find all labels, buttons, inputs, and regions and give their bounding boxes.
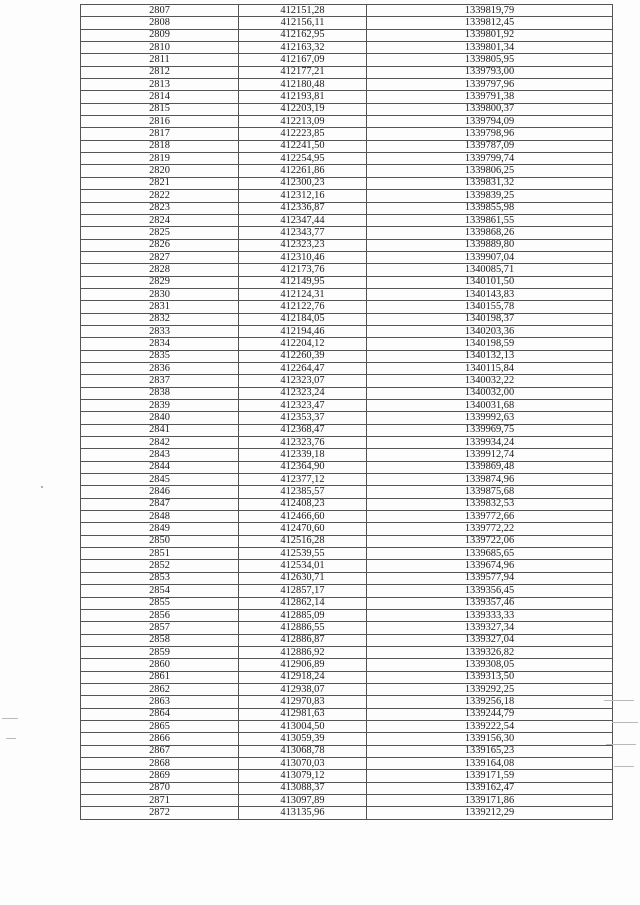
- point-number-cell: 2842: [81, 437, 239, 449]
- y-coordinate-cell: 1339156,30: [367, 733, 613, 745]
- x-coordinate-cell: 412970,83: [239, 696, 367, 708]
- table-row: [81, 350, 613, 362]
- y-coordinate-cell: 1339171,59: [367, 770, 613, 782]
- point-number-cell: 2857: [81, 622, 239, 634]
- point-number-cell: 2840: [81, 412, 239, 424]
- y-coordinate-cell: 1339327,34: [367, 622, 613, 634]
- y-coordinate-cell: 1339685,65: [367, 548, 613, 560]
- point-number-cell: 2832: [81, 313, 239, 325]
- point-number-cell: 2870: [81, 782, 239, 794]
- x-coordinate-cell: 412886,87: [239, 634, 367, 646]
- x-coordinate-cell: 412466,60: [239, 511, 367, 523]
- y-coordinate-cell: 1340031,68: [367, 400, 613, 412]
- x-coordinate-cell: 412264,47: [239, 362, 367, 374]
- table-row: [81, 733, 613, 745]
- x-coordinate-cell: 412470,60: [239, 523, 367, 535]
- y-coordinate-cell: 1339171,86: [367, 795, 613, 807]
- table-row: [81, 153, 613, 165]
- y-coordinate-cell: 1339162,47: [367, 782, 613, 794]
- point-number-cell: 2825: [81, 227, 239, 239]
- y-coordinate-cell: 1339801,34: [367, 42, 613, 54]
- y-coordinate-cell: 1339801,92: [367, 29, 613, 41]
- y-coordinate-cell: 1340032,22: [367, 375, 613, 387]
- x-coordinate-cell: 412163,32: [239, 42, 367, 54]
- y-coordinate-cell: 1339907,04: [367, 251, 613, 263]
- point-number-cell: 2830: [81, 288, 239, 300]
- table-row: [81, 17, 613, 29]
- point-number-cell: 2866: [81, 733, 239, 745]
- y-coordinate-cell: 1339992,63: [367, 412, 613, 424]
- x-coordinate-cell: 413068,78: [239, 745, 367, 757]
- point-number-cell: 2823: [81, 202, 239, 214]
- point-number-cell: 2828: [81, 264, 239, 276]
- coordinates-table: [80, 4, 613, 820]
- x-coordinate-cell: 412254,95: [239, 153, 367, 165]
- y-coordinate-cell: 1339327,04: [367, 634, 613, 646]
- table-row: [81, 190, 613, 202]
- x-coordinate-cell: 412167,09: [239, 54, 367, 66]
- x-coordinate-cell: 412377,12: [239, 474, 367, 486]
- x-coordinate-cell: 412213,09: [239, 116, 367, 128]
- y-coordinate-cell: 1339164,08: [367, 757, 613, 769]
- table-row: [81, 511, 613, 523]
- y-coordinate-cell: 1339308,05: [367, 659, 613, 671]
- table-row: [81, 795, 613, 807]
- table-row: [81, 165, 613, 177]
- point-number-cell: 2814: [81, 91, 239, 103]
- y-coordinate-cell: 1339674,96: [367, 560, 613, 572]
- x-coordinate-cell: 412862,14: [239, 597, 367, 609]
- x-coordinate-cell: 412539,55: [239, 548, 367, 560]
- point-number-cell: 2838: [81, 387, 239, 399]
- y-coordinate-cell: 1339772,66: [367, 511, 613, 523]
- point-number-cell: 2813: [81, 79, 239, 91]
- scan-artifact-right: [614, 766, 634, 767]
- y-coordinate-cell: 1339869,48: [367, 461, 613, 473]
- x-coordinate-cell: 412173,76: [239, 264, 367, 276]
- y-coordinate-cell: 1340198,37: [367, 313, 613, 325]
- point-number-cell: 2833: [81, 325, 239, 337]
- point-number-cell: 2850: [81, 535, 239, 547]
- table-row: [81, 720, 613, 732]
- point-number-cell: 2851: [81, 548, 239, 560]
- table-row: [81, 745, 613, 757]
- table-row: [81, 683, 613, 695]
- table-row: [81, 375, 613, 387]
- x-coordinate-cell: 412124,31: [239, 288, 367, 300]
- x-coordinate-cell: 412534,01: [239, 560, 367, 572]
- x-coordinate-cell: 412368,47: [239, 424, 367, 436]
- table-row: [81, 177, 613, 189]
- x-coordinate-cell: 412343,77: [239, 227, 367, 239]
- table-row: [81, 251, 613, 263]
- point-number-cell: 2820: [81, 165, 239, 177]
- x-coordinate-cell: 413079,12: [239, 770, 367, 782]
- y-coordinate-cell: 1339212,29: [367, 807, 613, 819]
- point-number-cell: 2867: [81, 745, 239, 757]
- table-row: [81, 634, 613, 646]
- table-row: [81, 202, 613, 214]
- table-row: [81, 400, 613, 412]
- y-coordinate-cell: 1339356,45: [367, 585, 613, 597]
- y-coordinate-cell: 1340143,83: [367, 288, 613, 300]
- y-coordinate-cell: 1339861,55: [367, 214, 613, 226]
- y-coordinate-cell: 1339313,50: [367, 671, 613, 683]
- y-coordinate-cell: 1339797,96: [367, 79, 613, 91]
- x-coordinate-cell: 413097,89: [239, 795, 367, 807]
- point-number-cell: 2810: [81, 42, 239, 54]
- point-number-cell: 2824: [81, 214, 239, 226]
- x-coordinate-cell: 412886,92: [239, 646, 367, 658]
- y-coordinate-cell: 1340203,36: [367, 325, 613, 337]
- x-coordinate-cell: 412162,95: [239, 29, 367, 41]
- table-row: [81, 535, 613, 547]
- table-row: [81, 42, 613, 54]
- point-number-cell: 2861: [81, 671, 239, 683]
- y-coordinate-cell: 1339855,98: [367, 202, 613, 214]
- point-number-cell: 2869: [81, 770, 239, 782]
- point-number-cell: 2845: [81, 474, 239, 486]
- y-coordinate-cell: 1340155,78: [367, 301, 613, 313]
- x-coordinate-cell: 413135,96: [239, 807, 367, 819]
- table-row: [81, 5, 613, 17]
- x-coordinate-cell: 412177,21: [239, 66, 367, 78]
- x-coordinate-cell: 412312,16: [239, 190, 367, 202]
- x-coordinate-cell: 412241,50: [239, 140, 367, 152]
- point-number-cell: 2854: [81, 585, 239, 597]
- x-coordinate-cell: 412885,09: [239, 609, 367, 621]
- x-coordinate-cell: 412223,85: [239, 128, 367, 140]
- table-row: [81, 498, 613, 510]
- y-coordinate-cell: 1339934,24: [367, 437, 613, 449]
- y-coordinate-cell: 1339805,95: [367, 54, 613, 66]
- point-number-cell: 2847: [81, 498, 239, 510]
- point-number-cell: 2843: [81, 449, 239, 461]
- x-coordinate-cell: 412261,86: [239, 165, 367, 177]
- y-coordinate-cell: 1339794,09: [367, 116, 613, 128]
- table-row: [81, 214, 613, 226]
- table-row: [81, 301, 613, 313]
- point-number-cell: 2871: [81, 795, 239, 807]
- table-row: [81, 54, 613, 66]
- y-coordinate-cell: 1339256,18: [367, 696, 613, 708]
- y-coordinate-cell: 1339874,96: [367, 474, 613, 486]
- table-row: [81, 548, 613, 560]
- x-coordinate-cell: 412323,24: [239, 387, 367, 399]
- point-number-cell: 2808: [81, 17, 239, 29]
- table-row: [81, 696, 613, 708]
- point-number-cell: 2848: [81, 511, 239, 523]
- x-coordinate-cell: 412323,47: [239, 400, 367, 412]
- y-coordinate-cell: 1339812,45: [367, 17, 613, 29]
- table-row: [81, 807, 613, 819]
- table-row: [81, 770, 613, 782]
- y-coordinate-cell: 1340032,00: [367, 387, 613, 399]
- x-coordinate-cell: 412156,11: [239, 17, 367, 29]
- table-row: [81, 646, 613, 658]
- x-coordinate-cell: 412260,39: [239, 350, 367, 362]
- x-coordinate-cell: 412336,87: [239, 202, 367, 214]
- x-coordinate-cell: 412203,19: [239, 103, 367, 115]
- y-coordinate-cell: 1340115,84: [367, 362, 613, 374]
- table-row: [81, 288, 613, 300]
- table-row: [81, 387, 613, 399]
- point-number-cell: 2868: [81, 757, 239, 769]
- scan-artifact-left: [2, 718, 18, 719]
- y-coordinate-cell: 1340101,50: [367, 276, 613, 288]
- point-number-cell: 2807: [81, 5, 239, 17]
- table-row: [81, 264, 613, 276]
- x-coordinate-cell: 412151,28: [239, 5, 367, 17]
- y-coordinate-cell: 1339791,38: [367, 91, 613, 103]
- table-row: [81, 609, 613, 621]
- point-number-cell: 2812: [81, 66, 239, 78]
- point-number-cell: 2860: [81, 659, 239, 671]
- y-coordinate-cell: 1339806,25: [367, 165, 613, 177]
- table-row: [81, 313, 613, 325]
- point-number-cell: 2846: [81, 486, 239, 498]
- x-coordinate-cell: 412857,17: [239, 585, 367, 597]
- x-coordinate-cell: 413088,37: [239, 782, 367, 794]
- y-coordinate-cell: 1339793,00: [367, 66, 613, 78]
- y-coordinate-cell: 1339577,94: [367, 572, 613, 584]
- table-row: [81, 128, 613, 140]
- x-coordinate-cell: 412385,57: [239, 486, 367, 498]
- x-coordinate-cell: 412149,95: [239, 276, 367, 288]
- y-coordinate-cell: 1339333,33: [367, 609, 613, 621]
- y-coordinate-cell: 1339722,06: [367, 535, 613, 547]
- point-number-cell: 2865: [81, 720, 239, 732]
- table-row: [81, 486, 613, 498]
- y-coordinate-cell: 1339831,32: [367, 177, 613, 189]
- table-row: [81, 140, 613, 152]
- x-coordinate-cell: 412339,18: [239, 449, 367, 461]
- table-row: [81, 227, 613, 239]
- table-row: [81, 461, 613, 473]
- y-coordinate-cell: 1340198,59: [367, 338, 613, 350]
- point-number-cell: 2822: [81, 190, 239, 202]
- point-number-cell: 2809: [81, 29, 239, 41]
- scan-artifact-left: [6, 738, 16, 739]
- scan-artifact-right: [612, 722, 638, 723]
- point-number-cell: 2852: [81, 560, 239, 572]
- x-coordinate-cell: 412353,37: [239, 412, 367, 424]
- y-coordinate-cell: 1339165,23: [367, 745, 613, 757]
- x-coordinate-cell: 412184,05: [239, 313, 367, 325]
- point-number-cell: 2826: [81, 239, 239, 251]
- table-row: [81, 362, 613, 374]
- x-coordinate-cell: 412204,12: [239, 338, 367, 350]
- table-row: [81, 585, 613, 597]
- x-coordinate-cell: 412323,76: [239, 437, 367, 449]
- point-number-cell: 2853: [81, 572, 239, 584]
- table-row: [81, 474, 613, 486]
- table-row: [81, 91, 613, 103]
- table-row: [81, 708, 613, 720]
- scan-artifact-right: [606, 744, 636, 745]
- y-coordinate-cell: 1339839,25: [367, 190, 613, 202]
- table-row: [81, 597, 613, 609]
- x-coordinate-cell: 413004,50: [239, 720, 367, 732]
- y-coordinate-cell: 1339772,22: [367, 523, 613, 535]
- x-coordinate-cell: 412323,07: [239, 375, 367, 387]
- point-number-cell: 2837: [81, 375, 239, 387]
- x-coordinate-cell: 412886,55: [239, 622, 367, 634]
- y-coordinate-cell: 1339244,79: [367, 708, 613, 720]
- x-coordinate-cell: 412981,63: [239, 708, 367, 720]
- table-row: [81, 757, 613, 769]
- coordinates-table-body: [81, 5, 613, 820]
- table-row: [81, 560, 613, 572]
- x-coordinate-cell: 412906,89: [239, 659, 367, 671]
- point-number-cell: 2818: [81, 140, 239, 152]
- x-coordinate-cell: 412918,24: [239, 671, 367, 683]
- y-coordinate-cell: 1339326,82: [367, 646, 613, 658]
- table-row: [81, 659, 613, 671]
- table-row: [81, 79, 613, 91]
- point-number-cell: 2835: [81, 350, 239, 362]
- point-number-cell: 2844: [81, 461, 239, 473]
- table-row: [81, 523, 613, 535]
- table-row: [81, 103, 613, 115]
- table-row: [81, 116, 613, 128]
- table-row: [81, 437, 613, 449]
- y-coordinate-cell: 1339969,75: [367, 424, 613, 436]
- table-row: [81, 412, 613, 424]
- x-coordinate-cell: 412323,23: [239, 239, 367, 251]
- point-number-cell: 2841: [81, 424, 239, 436]
- y-coordinate-cell: 1339832,53: [367, 498, 613, 510]
- scan-artifact-right: [604, 700, 634, 701]
- x-coordinate-cell: 412347,44: [239, 214, 367, 226]
- x-coordinate-cell: 412310,46: [239, 251, 367, 263]
- table-row: [81, 239, 613, 251]
- point-number-cell: 2839: [81, 400, 239, 412]
- x-coordinate-cell: 412364,90: [239, 461, 367, 473]
- table-row: [81, 66, 613, 78]
- y-coordinate-cell: 1339292,25: [367, 683, 613, 695]
- table-row: [81, 325, 613, 337]
- point-number-cell: 2831: [81, 301, 239, 313]
- x-coordinate-cell: 412180,48: [239, 79, 367, 91]
- scan-speck: [41, 486, 43, 488]
- point-number-cell: 2858: [81, 634, 239, 646]
- table-row: [81, 29, 613, 41]
- table-row: [81, 622, 613, 634]
- point-number-cell: 2817: [81, 128, 239, 140]
- point-number-cell: 2855: [81, 597, 239, 609]
- y-coordinate-cell: 1339798,96: [367, 128, 613, 140]
- point-number-cell: 2811: [81, 54, 239, 66]
- x-coordinate-cell: 413059,39: [239, 733, 367, 745]
- table-row: [81, 338, 613, 350]
- x-coordinate-cell: 412194,46: [239, 325, 367, 337]
- y-coordinate-cell: 1339889,80: [367, 239, 613, 251]
- point-number-cell: 2827: [81, 251, 239, 263]
- x-coordinate-cell: 412300,23: [239, 177, 367, 189]
- y-coordinate-cell: 1339222,54: [367, 720, 613, 732]
- x-coordinate-cell: 412122,76: [239, 301, 367, 313]
- table-row: [81, 424, 613, 436]
- point-number-cell: 2859: [81, 646, 239, 658]
- table-row: [81, 782, 613, 794]
- y-coordinate-cell: 1339875,68: [367, 486, 613, 498]
- table-row: [81, 449, 613, 461]
- point-number-cell: 2816: [81, 116, 239, 128]
- y-coordinate-cell: 1340132,13: [367, 350, 613, 362]
- point-number-cell: 2815: [81, 103, 239, 115]
- y-coordinate-cell: 1339800,37: [367, 103, 613, 115]
- table-row: [81, 671, 613, 683]
- table-row: [81, 276, 613, 288]
- y-coordinate-cell: 1339787,09: [367, 140, 613, 152]
- x-coordinate-cell: 412938,07: [239, 683, 367, 695]
- point-number-cell: 2863: [81, 696, 239, 708]
- y-coordinate-cell: 1339799,74: [367, 153, 613, 165]
- x-coordinate-cell: 412630,71: [239, 572, 367, 584]
- x-coordinate-cell: 412193,81: [239, 91, 367, 103]
- point-number-cell: 2862: [81, 683, 239, 695]
- y-coordinate-cell: 1339357,46: [367, 597, 613, 609]
- x-coordinate-cell: 412408,23: [239, 498, 367, 510]
- y-coordinate-cell: 1340085,71: [367, 264, 613, 276]
- y-coordinate-cell: 1339912,74: [367, 449, 613, 461]
- point-number-cell: 2849: [81, 523, 239, 535]
- y-coordinate-cell: 1339819,79: [367, 5, 613, 17]
- point-number-cell: 2829: [81, 276, 239, 288]
- point-number-cell: 2836: [81, 362, 239, 374]
- y-coordinate-cell: 1339868,26: [367, 227, 613, 239]
- table-row: [81, 572, 613, 584]
- x-coordinate-cell: 413070,03: [239, 757, 367, 769]
- point-number-cell: 2834: [81, 338, 239, 350]
- point-number-cell: 2821: [81, 177, 239, 189]
- point-number-cell: 2819: [81, 153, 239, 165]
- point-number-cell: 2856: [81, 609, 239, 621]
- point-number-cell: 2872: [81, 807, 239, 819]
- point-number-cell: 2864: [81, 708, 239, 720]
- x-coordinate-cell: 412516,28: [239, 535, 367, 547]
